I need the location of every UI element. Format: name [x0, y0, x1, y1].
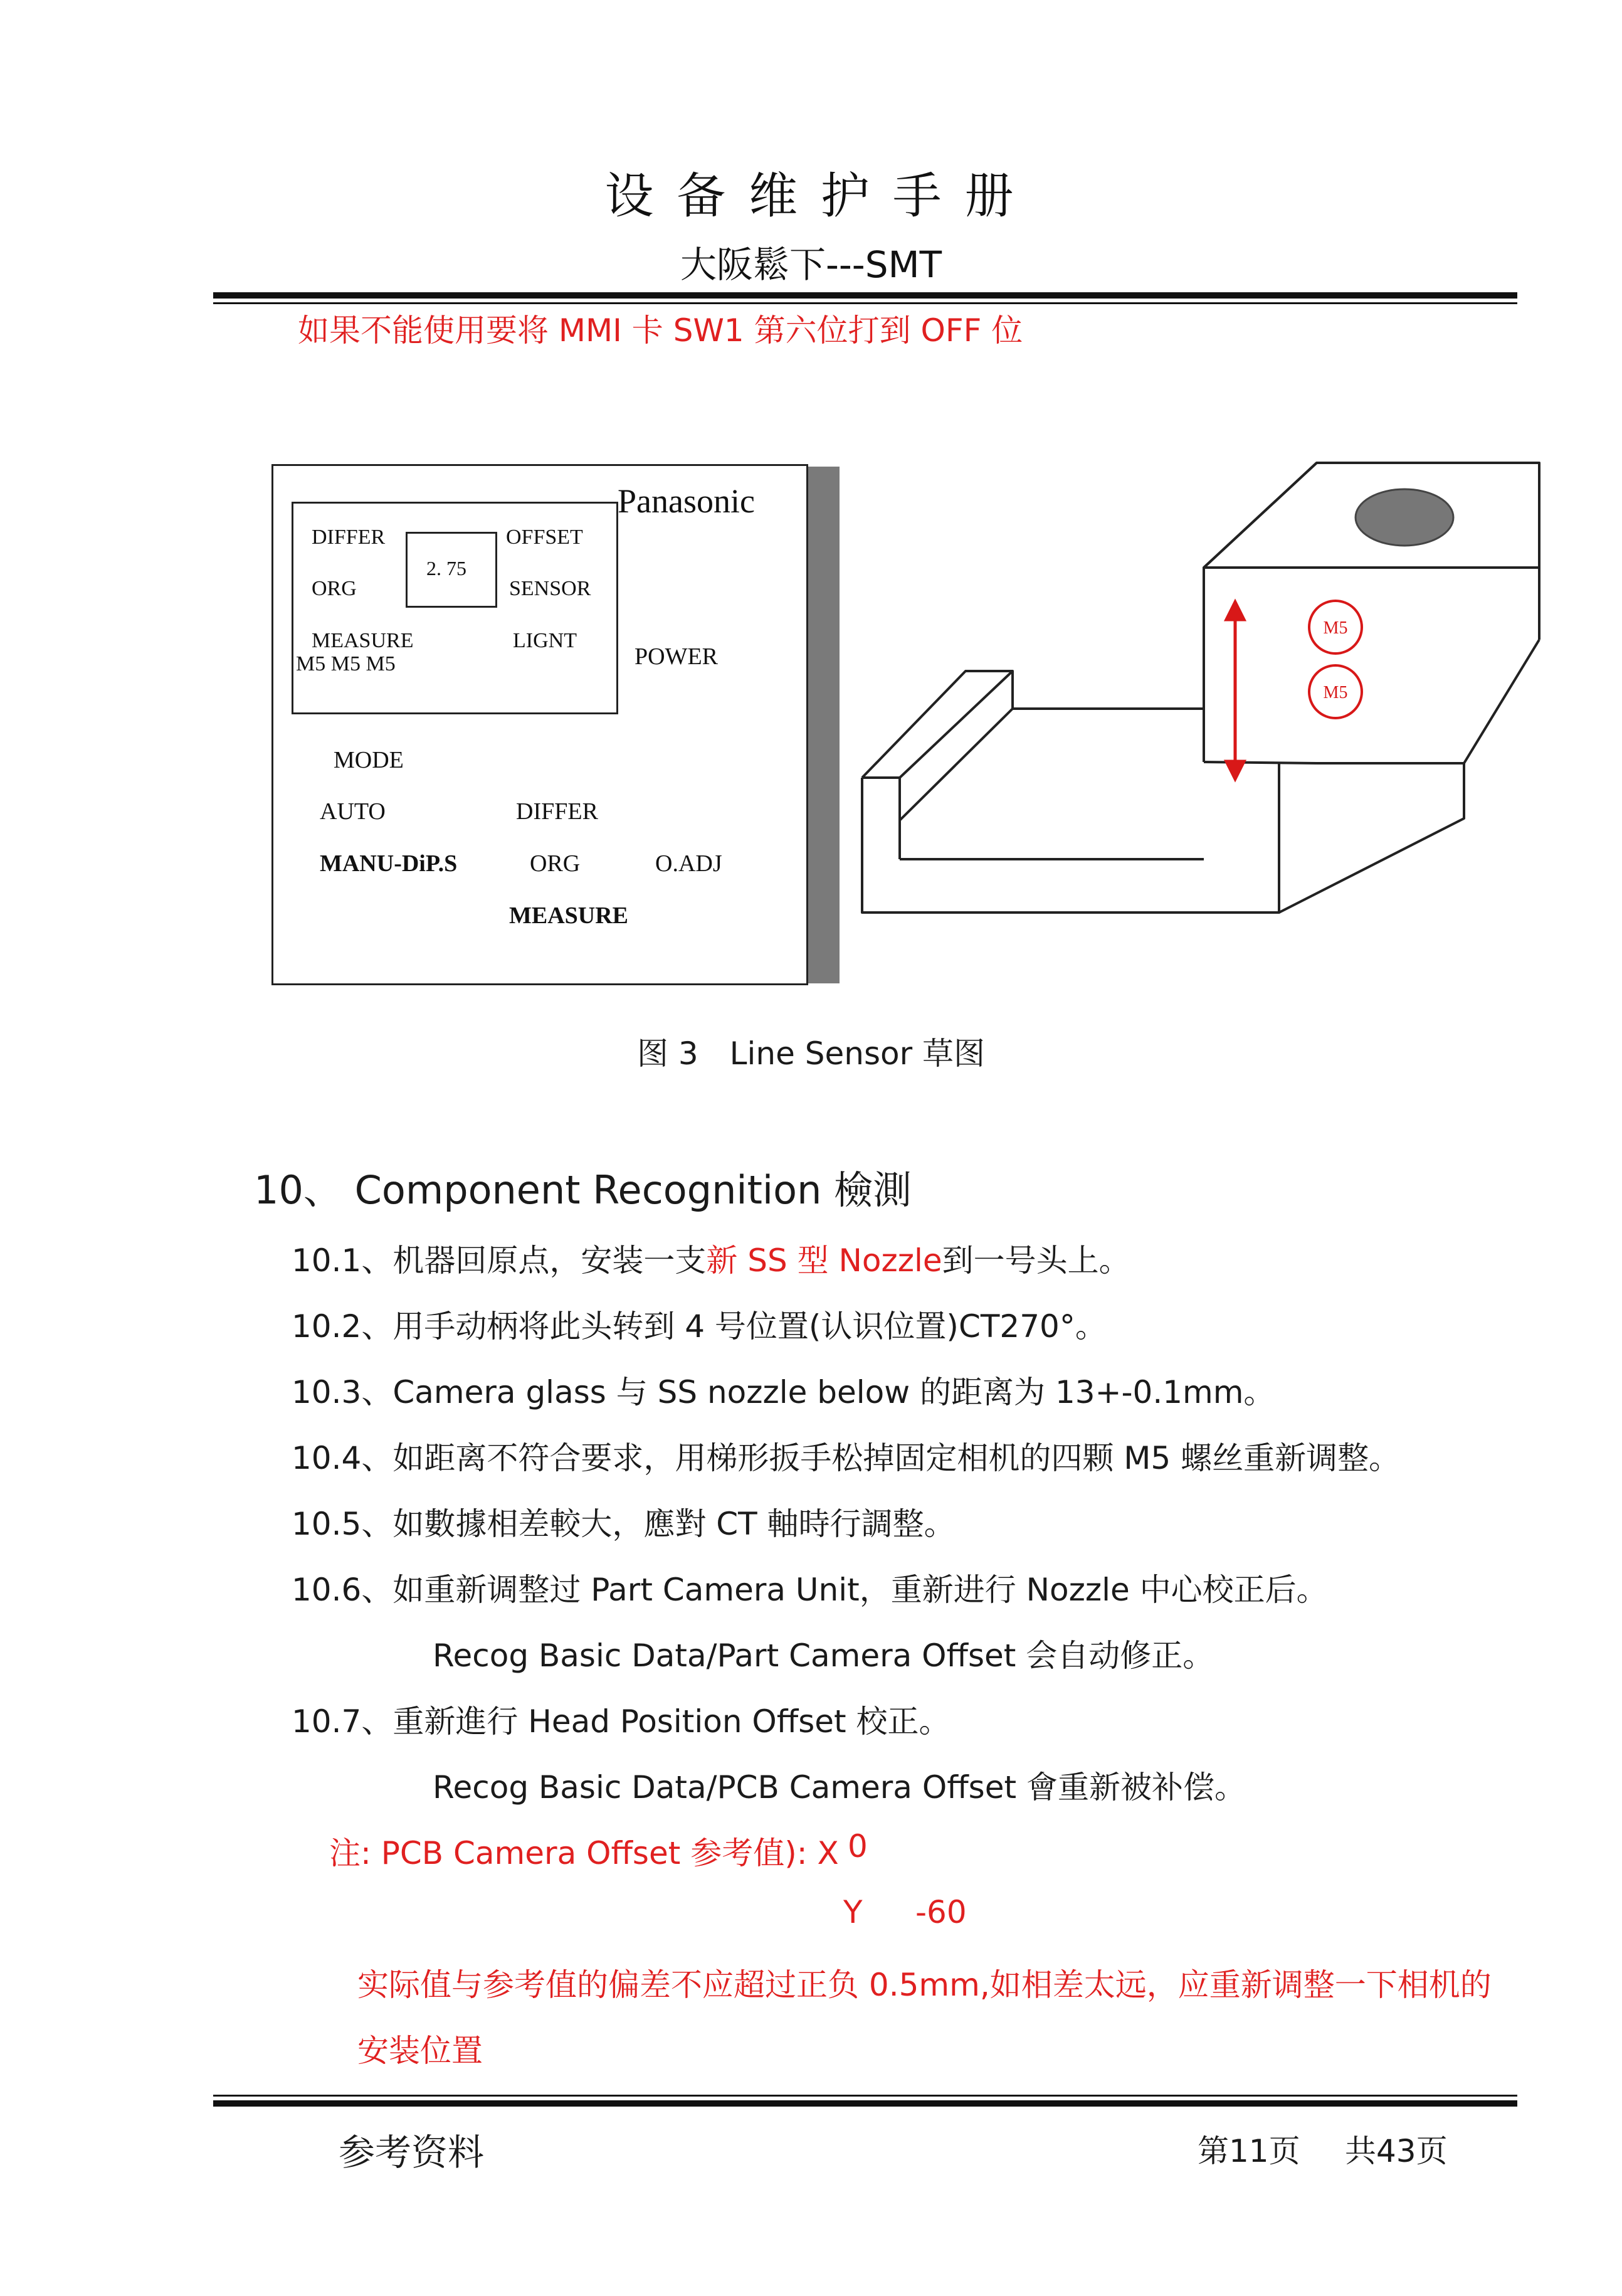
page-subtitle: 大阪鬆下---SMT [680, 243, 942, 286]
list-item [292, 1235, 1130, 1281]
item-text: 如距离不符合要求，用梯形扳手松掉固定相机的四颗 M5 螺丝重新调整。 [392, 1440, 1401, 1476]
top-hole-icon [1356, 489, 1453, 546]
item-text: 重新進行 Head Position Offset 校正。 [392, 1703, 951, 1740]
item-text: Recog Basic Data/PCB Camera Offset 會重新被补偿。 [433, 1769, 1246, 1806]
list-item [292, 1367, 1275, 1412]
panel-display-value: 2. 75 [426, 557, 466, 579]
label-manu: MANU-DiP.S [320, 850, 458, 877]
list-item [292, 1565, 1328, 1610]
list-item [292, 1433, 1400, 1478]
label-sensor: SENSOR [509, 577, 591, 600]
label-measure: MEASURE [312, 629, 414, 652]
note-line-2: 安装位置 [357, 2033, 483, 2069]
page-title: 设 备 维 护 手 册 [604, 168, 1018, 225]
item-number: 10.4、 [292, 1440, 393, 1476]
item-text-highlight: 新 SS 型 Nozzle [706, 1242, 942, 1279]
note-y-value: -60 [915, 1894, 967, 1930]
label-org-2: ORG [530, 850, 581, 877]
label-light: LIGNT [513, 629, 577, 652]
header-rule-thick [213, 292, 1517, 299]
footer-rule-thin [213, 2095, 1517, 2097]
note-label: 注: PCB Camera Offset 参考值): X [329, 1835, 839, 1871]
list-item [292, 1499, 956, 1544]
label-auto: AUTO [320, 798, 386, 825]
item-number: 10.3、 [292, 1374, 393, 1410]
top-note: 如果不能使用要将 MMI 卡 SW1 第六位打到 OFF 位 [298, 312, 1023, 349]
label-power: POWER [635, 643, 718, 670]
note-line-1: 实际值与参考值的偏差不应超过正负 0.5mm,如相差太远，应重新调整一下相机的 [357, 1967, 1492, 2003]
figure-caption: 图 3 Line Sensor 草图 [636, 1035, 986, 1072]
item-number: 10.1、 [292, 1242, 393, 1279]
adjust-arrow-icon [1226, 602, 1244, 779]
list-item [292, 1301, 1107, 1346]
note-x-value: 0 [848, 1828, 868, 1865]
list-item-sub [433, 1762, 1246, 1807]
label-offset: OFFSET [506, 526, 583, 549]
note-y-label: Y [843, 1894, 863, 1930]
label-org: ORG [312, 577, 357, 600]
item-text: 如數據相差較大，應對 CT 軸時行調整。 [392, 1506, 956, 1542]
panel-brand: Panasonic [618, 482, 755, 520]
item-number: 10.7、 [292, 1703, 393, 1740]
item-number: 10.6、 [292, 1572, 393, 1608]
item-text: 用手动柄将此头转到 4 号位置(认识位置)CT270°。 [392, 1308, 1107, 1345]
list-item-sub [433, 1631, 1214, 1676]
section-heading: 10、 Component Recognition 檢測 [254, 1167, 912, 1213]
label-oadj: O.ADJ [655, 850, 722, 877]
label-m5-row: M5 M5 M5 [296, 652, 396, 675]
footer-total-pages: 共43页 [1345, 2133, 1448, 2169]
label-differ: DIFFER [312, 526, 386, 549]
item-text: 如重新调整过 Part Camera Unit，重新进行 Nozzle 中心校正后。 [392, 1572, 1328, 1608]
footer-rule-thick [213, 2100, 1517, 2107]
item-number: 10.2、 [292, 1308, 393, 1345]
screw-label-2: M5 [1323, 683, 1348, 702]
label-measure-2: MEASURE [509, 902, 629, 929]
item-text: Camera glass 与 SS nozzle below 的距离为 13+-0.1mm。 [392, 1374, 1275, 1410]
sensor-block-drawing [853, 452, 1549, 941]
screw-label-1: M5 [1323, 618, 1348, 638]
item-text: 机器回原点，安装一支 [392, 1242, 707, 1279]
sensor-panel-shadow [808, 467, 840, 983]
list-item [292, 1696, 951, 1742]
footer-left: 参考资料 [339, 2131, 485, 2174]
header-rule-thin [213, 302, 1517, 304]
label-differ-2: DIFFER [516, 798, 598, 825]
item-number: 10.5、 [292, 1506, 393, 1542]
item-text: 到一号头上。 [942, 1242, 1130, 1279]
footer-page-number: 第11页 [1198, 2133, 1300, 2169]
item-text: Recog Basic Data/Part Camera Offset 会自动修正。 [433, 1637, 1214, 1674]
label-mode: MODE [334, 747, 404, 773]
